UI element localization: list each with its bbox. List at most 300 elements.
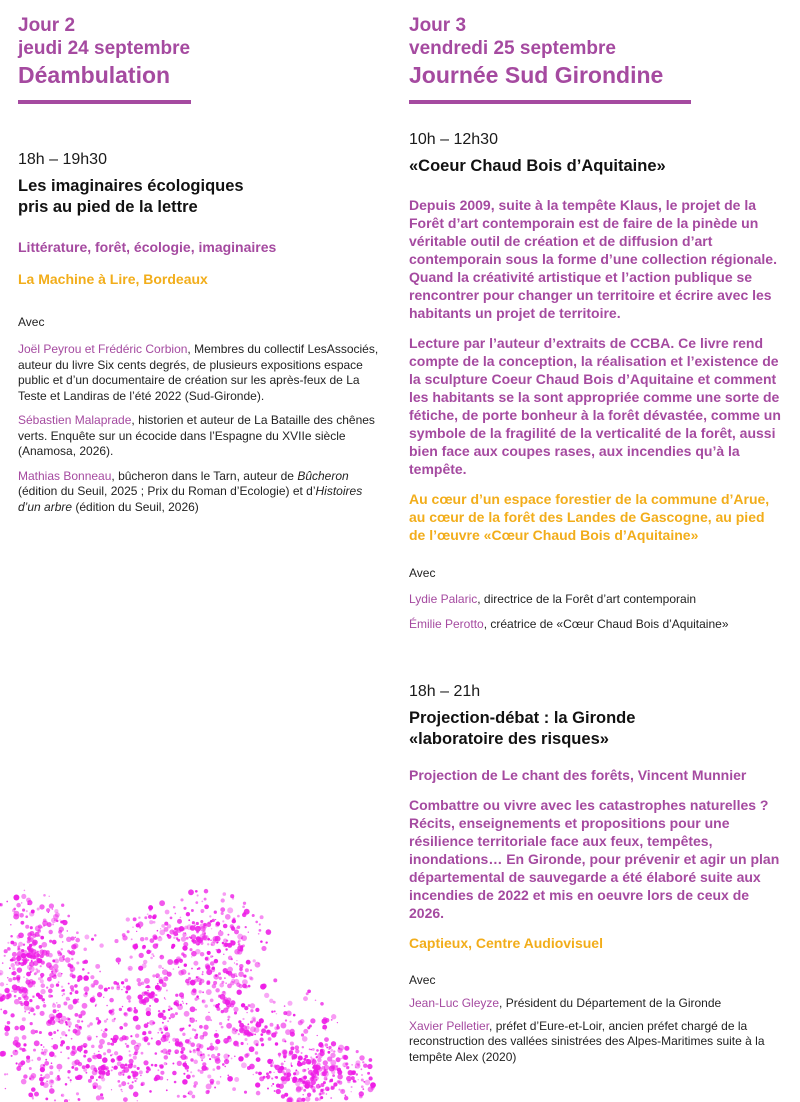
splash-speck [234, 962, 235, 963]
splash-speck [56, 983, 59, 986]
splash-speck [129, 1054, 132, 1057]
speaker [409, 592, 784, 608]
splash-speck [204, 933, 206, 935]
splash-speck [204, 904, 209, 909]
splash-speck [122, 1006, 124, 1008]
splash-speck [22, 1035, 27, 1040]
splash-speck [68, 1004, 74, 1010]
splash-speck [195, 1033, 198, 1036]
splash-speck [322, 1028, 323, 1029]
splash-speck [291, 1077, 293, 1079]
splash-speck [284, 1005, 286, 1007]
splash-speck [238, 971, 244, 977]
splash-speck [152, 915, 156, 919]
splash-speck [51, 971, 53, 973]
splash-speck [56, 918, 57, 919]
event-description: Depuis 2009, suite à la tempête Klaus, le projet de la Forêt d’art contemporain est de faire de la pinède un véritable outil de création et de diffusion d’art contemporain sous la forme d’une collection régionale. Quand la créativité artistique et l’action publique se rencontrer pour changer un territoire et écrire avec les habitants un projet de territoire. [409, 197, 777, 321]
splash-speck [122, 1035, 127, 1040]
splash-speck [225, 948, 227, 950]
splash-speck [206, 989, 212, 995]
speaker-desc: , directrice de la Forêt d’art contemporain [477, 592, 697, 606]
splash-speck [216, 1066, 220, 1070]
splash-speck [324, 1037, 329, 1042]
splash-speck [210, 1043, 213, 1046]
splash-speck [193, 1085, 196, 1088]
splash-speck [186, 1074, 191, 1079]
splash-speck [232, 897, 234, 899]
splash-speck [254, 1034, 256, 1036]
splash-speck [330, 1097, 332, 1099]
splash-speck [25, 925, 29, 929]
splash-speck [315, 1053, 317, 1055]
splash-speck [22, 1017, 26, 1021]
splash-speck [317, 1035, 318, 1036]
splash-speck [75, 1030, 81, 1036]
splash-speck [238, 1056, 243, 1061]
splash-speck [193, 1060, 198, 1065]
splash-speck [356, 1073, 358, 1075]
splash-speck [170, 1013, 175, 1018]
splash-speck [211, 1054, 216, 1059]
splash-speck [148, 915, 152, 919]
splash-speck [33, 1013, 35, 1015]
splash-speck [125, 991, 128, 994]
splash-speck [51, 1062, 53, 1064]
splash-speck [215, 988, 219, 992]
splash-speck [39, 945, 43, 949]
splash-speck [260, 984, 266, 990]
splash-speck [17, 967, 22, 972]
splash-speck [39, 904, 44, 909]
speaker-name: Sébastien Malaprade [18, 413, 132, 427]
splash-speck [19, 990, 20, 991]
splash-speck [83, 975, 89, 981]
splash-speck [40, 936, 44, 940]
splash-speck [49, 1065, 53, 1069]
splash-speck [166, 989, 168, 991]
splash-speck [40, 954, 44, 958]
splash-speck [238, 1020, 241, 1023]
splash-speck [22, 909, 25, 912]
splash-speck [367, 1064, 372, 1069]
splash-speck [242, 984, 247, 989]
speaker-desc: , historien et auteur de La Bataille des chênes verts. Enquête sur un écocide dans l’Espagne du XVIIe siècle (Anamosa, 2026). [18, 413, 375, 458]
splash-speck [188, 1090, 193, 1095]
splash-speck [121, 989, 122, 990]
splash-speck [271, 1011, 273, 1013]
splash-speck [320, 1002, 324, 1006]
splash-speck [231, 974, 236, 979]
splash-speck [252, 914, 255, 917]
splash-speck [189, 948, 192, 951]
splash-speck [34, 1092, 39, 1097]
day3-date: vendredi 25 septembre [409, 38, 616, 59]
splash-speck [210, 968, 215, 973]
splash-speck [148, 1031, 152, 1035]
splash-speck [234, 1011, 237, 1014]
event-place: Captieux, Centre Audiovisuel [409, 935, 603, 951]
splash-speck [237, 949, 242, 954]
splash-speck [210, 920, 213, 923]
splash-speck [59, 919, 60, 920]
splash-speck [196, 936, 201, 941]
splash-speck [22, 961, 26, 965]
splash-speck [71, 1038, 73, 1040]
splash-speck [196, 1043, 201, 1048]
splash-speck [315, 1073, 317, 1075]
splash-speck [171, 945, 174, 948]
splash-speck [236, 1029, 238, 1031]
splash-speck [174, 913, 176, 915]
splash-speck [315, 1097, 319, 1101]
splash-speck [45, 1097, 48, 1100]
splash-speck [90, 997, 96, 1003]
splash-speck [83, 1055, 86, 1058]
splash-speck [137, 1067, 140, 1070]
splash-speck [11, 1055, 13, 1057]
splash-speck [315, 1067, 318, 1070]
splash-speck [123, 1012, 126, 1015]
splash-speck [6, 984, 7, 985]
splash-speck [96, 1017, 99, 1020]
splash-speck [187, 924, 193, 930]
speaker-desc: , Membres du collectif LesAssociés, auteur du livre Six cents degrés, de plusieurs expositions espace public et d’un documentaire de création sur les après-feux de La Teste et Landiras de l’été 2022 (Sud-Gironde). [18, 342, 379, 403]
splash-speck [107, 1042, 110, 1045]
splash-speck [101, 1029, 103, 1031]
splash-speck [356, 1050, 359, 1053]
splash-speck [269, 1071, 272, 1074]
splash-speck [205, 957, 208, 960]
splash-speck [289, 1021, 291, 1023]
splash-speck [193, 1049, 197, 1053]
splash-speck [161, 1031, 163, 1033]
splash-speck [261, 946, 266, 951]
splash-speck [57, 1030, 59, 1032]
splash-speck [361, 1085, 364, 1088]
splash-speck [222, 999, 227, 1004]
splash-speck [310, 1049, 312, 1051]
splash-speck [168, 1053, 170, 1055]
splash-speck [216, 942, 218, 944]
splash-speck [207, 943, 209, 945]
splash-speck [52, 908, 53, 909]
splash-speck [0, 970, 3, 976]
splash-speck [60, 1043, 63, 1046]
splash-speck [65, 1021, 68, 1024]
splash-speck [336, 1057, 341, 1062]
splash-speck [46, 908, 50, 912]
splash-speck [29, 999, 32, 1002]
splash-speck [177, 958, 180, 961]
splash-speck [55, 1076, 60, 1081]
splash-speck [91, 938, 94, 941]
splash-speck [253, 959, 256, 962]
splash-speck [29, 955, 32, 958]
splash-speck [197, 968, 199, 970]
book-title: Bûcheron [297, 468, 349, 483]
splash-speck [255, 1008, 259, 1012]
splash-speck [219, 1022, 222, 1025]
splash-speck [28, 948, 31, 951]
splash-speck [206, 1084, 212, 1090]
splash-speck [32, 995, 35, 998]
splash-speck [322, 1092, 325, 1095]
splash-speck [318, 1084, 320, 1086]
splash-speck [54, 1099, 56, 1101]
splash-speck [167, 1020, 169, 1022]
splash-speck [92, 1070, 98, 1076]
splash-speck [133, 917, 137, 921]
splash-speck [149, 1005, 151, 1007]
splash-speck [361, 1079, 364, 1082]
splash-speck [192, 1028, 195, 1031]
splash-speck [9, 967, 11, 969]
splash-speck [216, 1081, 220, 1085]
splash-speck [55, 969, 59, 973]
splash-speck [255, 1071, 258, 1074]
splash-speck [106, 1005, 108, 1007]
splash-speck [255, 921, 258, 924]
splash-speck [32, 1097, 34, 1099]
splash-speck [182, 1079, 188, 1085]
splash-speck [49, 903, 54, 908]
splash-speck [94, 1053, 96, 1055]
splash-speck [121, 1070, 125, 1074]
splash-speck [307, 1026, 310, 1029]
splash-speck [121, 1067, 122, 1068]
splash-speck [54, 909, 58, 913]
splash-speck [142, 1031, 146, 1035]
splash-speck [197, 894, 199, 896]
splash-speck [100, 1093, 103, 1096]
splash-speck [84, 935, 89, 940]
splash-speck [146, 950, 150, 954]
splash-speck [72, 974, 76, 978]
splash-speck [249, 1064, 255, 1070]
speaker-desc: , bûcheron dans le Tarn, auteur de [111, 468, 298, 483]
splash-speck [67, 915, 70, 918]
splash-speck [237, 915, 240, 918]
splash-speck [227, 934, 229, 936]
splash-speck [254, 1027, 260, 1033]
splash-speck [170, 917, 173, 920]
splash-speck [325, 1086, 330, 1091]
splash-speck [135, 943, 138, 946]
splash-speck [5, 1088, 6, 1089]
splash-speck [157, 930, 159, 932]
speaker-name: Lydie Palaric [409, 592, 478, 606]
splash-speck [52, 923, 54, 925]
splash-speck [29, 1007, 34, 1012]
splash-speck [172, 1063, 174, 1065]
splash-speck [137, 1043, 141, 1047]
splash-speck [82, 1003, 88, 1009]
splash-speck [186, 912, 190, 916]
splash-speck [190, 1071, 192, 1073]
splash-speck [12, 952, 17, 957]
splash-speck [44, 1002, 45, 1003]
splash-speck [195, 949, 200, 954]
splash-speck [66, 1046, 70, 1050]
splash-speck [304, 1069, 307, 1072]
splash-speck [70, 1051, 75, 1056]
splash-speck [242, 913, 246, 917]
splash-speck [131, 1071, 134, 1074]
splash-speck [138, 921, 144, 927]
splash-speck [43, 1046, 45, 1048]
splash-speck [63, 993, 66, 996]
splash-speck [199, 1025, 203, 1029]
splash-speck [232, 1087, 236, 1091]
splash-speck [241, 1003, 245, 1007]
splash-speck [43, 1076, 46, 1079]
splash-speck [320, 1044, 324, 1048]
splash-speck [129, 1085, 134, 1090]
splash-speck [31, 1059, 33, 1061]
splash-speck [24, 890, 26, 892]
splash-speck [54, 1055, 57, 1058]
splash-speck [196, 931, 199, 934]
splash-speck [25, 915, 28, 918]
splash-speck [221, 898, 225, 902]
splash-speck [249, 1046, 255, 1052]
splash-speck [76, 931, 79, 934]
splash-speck [49, 1071, 53, 1075]
splash-speck [21, 902, 22, 903]
splash-speck [337, 1022, 338, 1023]
splash-speck [274, 1010, 276, 1012]
splash-speck [225, 914, 231, 920]
event-time: 18h – 19h30 [18, 151, 107, 168]
splash-speck [173, 936, 175, 938]
splash-speck [167, 1035, 170, 1038]
splash-speck [260, 1072, 262, 1074]
splash-speck [31, 949, 37, 955]
splash-speck [38, 994, 43, 999]
speaker [18, 469, 388, 516]
splash-speck [156, 1040, 162, 1046]
splash-speck [41, 983, 46, 988]
splash-speck [140, 1075, 141, 1076]
splash-speck [258, 933, 260, 935]
splash-speck [191, 909, 194, 912]
splash-speck [56, 1064, 62, 1070]
splash-speck [168, 1008, 171, 1011]
splash-speck [162, 1016, 166, 1020]
splash-speck [197, 978, 202, 983]
splash-speck [232, 919, 234, 921]
splash-speck [302, 1094, 303, 1095]
splash-speck [84, 986, 90, 992]
splash-speck [133, 1009, 138, 1014]
splash-speck [159, 979, 164, 984]
splash-speck [146, 1070, 149, 1073]
splash-speck [66, 1023, 68, 1025]
splash-speck [53, 964, 59, 970]
splash-speck [237, 990, 242, 995]
splash-speck [317, 1058, 321, 1062]
splash-speck [93, 1055, 98, 1060]
splash-speck [276, 1089, 281, 1094]
splash-speck [23, 1043, 26, 1046]
splash-speck [18, 997, 19, 998]
splash-speck [241, 1042, 244, 1045]
splash-speck [49, 940, 52, 943]
splash-speck [134, 949, 135, 950]
splash-speck [242, 1018, 244, 1020]
day2-event [18, 150, 388, 515]
splash-speck [274, 1090, 276, 1092]
splash-speck [331, 1086, 335, 1090]
splash-speck [59, 1070, 60, 1071]
splash-speck [209, 915, 211, 917]
splash-speck [33, 1049, 36, 1052]
splash-speck [200, 909, 204, 913]
splash-speck [264, 993, 269, 998]
splash-speck [326, 1078, 328, 1080]
splash-speck [65, 957, 71, 963]
splash-speck [141, 1052, 144, 1055]
splash-speck [25, 1050, 27, 1052]
splash-speck [111, 1069, 113, 1071]
splash-speck [78, 1062, 82, 1066]
splash-speck [201, 1059, 203, 1061]
splash-speck [21, 949, 24, 952]
splash-speck [197, 1069, 199, 1071]
splash-speck [261, 1043, 264, 1046]
splash-speck [177, 919, 182, 924]
splash-speck [99, 1039, 105, 1045]
splash-speck [157, 1032, 159, 1034]
splash-speck [368, 1087, 374, 1093]
splash-speck [224, 1066, 226, 1068]
splash-speck [146, 1007, 152, 1013]
splash-speck [90, 975, 94, 979]
splash-speck [195, 901, 198, 904]
splash-speck [109, 998, 114, 1003]
splash-speck [151, 1038, 153, 1040]
splash-speck [61, 973, 62, 974]
splash-speck [290, 1042, 294, 1046]
splash-speck [126, 995, 131, 1000]
splash-speck [233, 1041, 239, 1047]
day3-event-2 [409, 682, 784, 1065]
splash-speck [244, 1091, 247, 1094]
splash-speck [220, 994, 226, 1000]
splash-speck [202, 973, 204, 975]
splash-speck [139, 1070, 143, 1074]
splash-speck [312, 1048, 315, 1051]
splash-speck [95, 1004, 97, 1006]
splash-speck [53, 1031, 56, 1034]
splash-speck [361, 1068, 363, 1070]
splash-speck [211, 928, 212, 929]
splash-speck [110, 1054, 112, 1056]
splash-speck [136, 1042, 137, 1043]
splash-speck [17, 935, 21, 939]
splash-speck [256, 1091, 261, 1096]
splash-speck [0, 982, 4, 986]
splash-speck [31, 960, 33, 962]
splash-speck [65, 1083, 68, 1086]
splash-speck [351, 1070, 356, 1075]
splash-speck [234, 979, 240, 985]
splash-speck [319, 1086, 321, 1088]
splash-speck [10, 958, 13, 961]
splash-speck [142, 945, 146, 949]
splash-speck [181, 1047, 185, 1051]
splash-speck [248, 932, 249, 933]
